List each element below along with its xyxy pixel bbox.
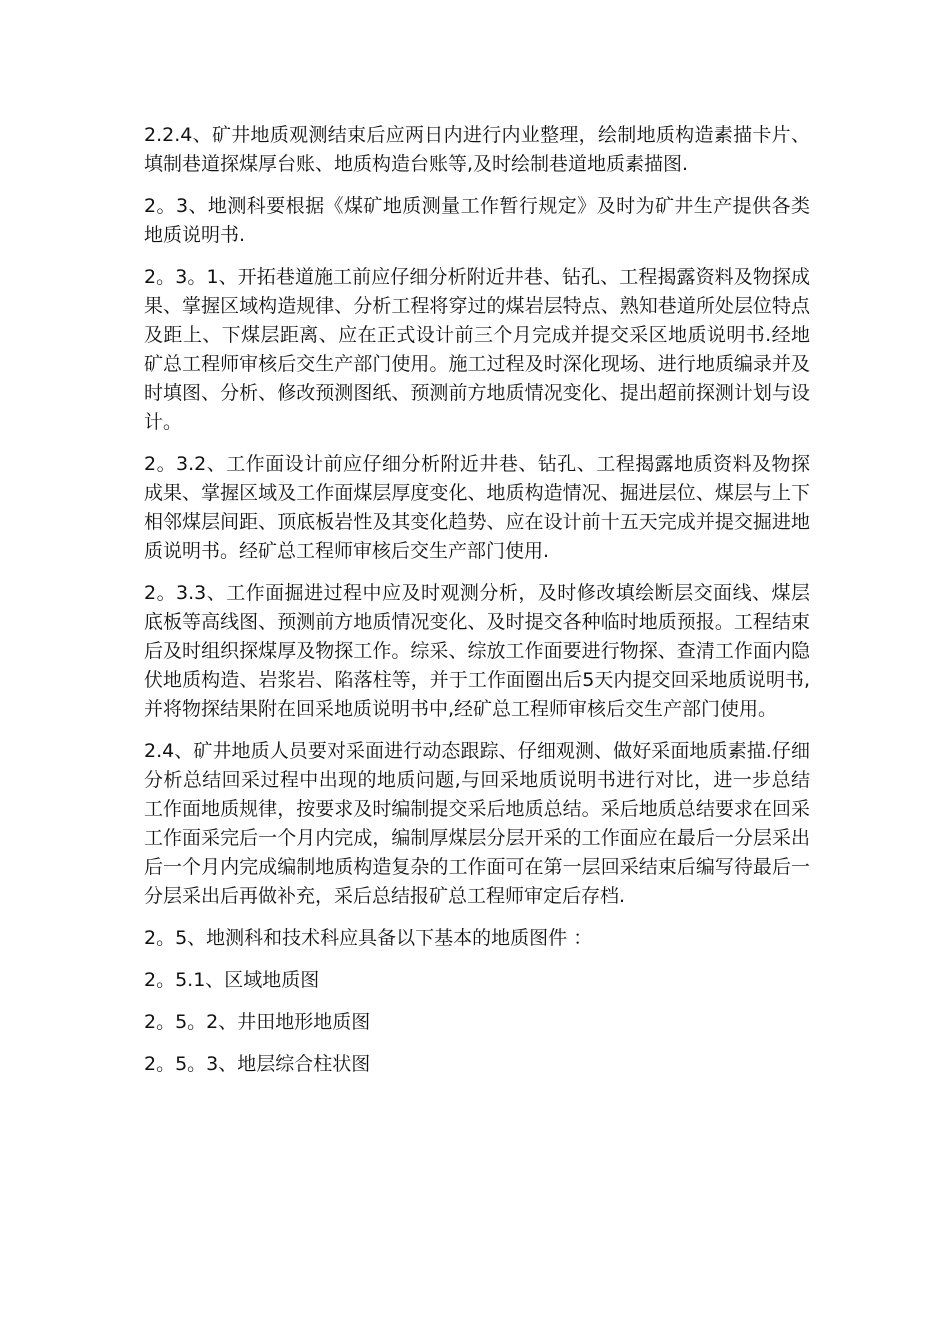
- paragraph-2-2-4: 2.2.4、矿井地质观测结束后应两日内进行内业整理，绘制地质构造素描卡片、填制巷道探煤厚台账、地质构造台账等,及时绘制巷道地质素描图.: [144, 124, 810, 175]
- paragraph-2-3-2: 2。3.2、工作面设计前应仔细分析附近井巷、钻孔、工程揭露地质资料及物探成果、掌握区域及工作面煤层厚度变化、地质构造情况、掘进层位、煤层与上下相邻煤层间距、顶底板岩性及其变化趋势、应在设计前十五天完成并提交掘进地质说明书。经矿总工程师审核后交生产部门使用.: [144, 453, 810, 562]
- paragraph-2-4: 2.4、矿井地质人员要对采面进行动态跟踪、仔细观测、做好采面地质素描.仔细分析总结回采过程中出现的地质问题,与回采地质说明书进行对比，进一步总结工作面地质规律，按要求及时编制提交采后地质总结。采后地质总结要求在回采工作面采完后一个月内完成，编制厚煤层分层开采的工作面应在最后一分层采出后一个月内完成编制地质构造复杂的工作面可在第一层回采结束后编写待最后一分层采出后再做补充，采后总结报矿总工程师审定后存档.: [144, 740, 810, 907]
- document-body: [144, 121, 810, 1092]
- paragraph-2-5-1: 2。5.1、区域地质图: [144, 969, 320, 991]
- paragraph-2-3-3: 2。3.3、工作面掘进过程中应及时观测分析，及时修改填绘断层交面线、煤层底板等高线图、预测前方地质情况变化、及时提交各种临时地质预报。工程结束后及时组织探煤厚及物探工作。综采、综放工作面要进行物探、查清工作面内隐伏地质构造、岩浆岩、陷落柱等，并于工作面圈出后5天内提交回采地质说明书,并将物探结果附在回采地质说明书中,经矿总工程师审核后交生产部门使用。: [144, 582, 810, 720]
- paragraph-2-5-3: 2。5。3、地层综合柱状图: [144, 1053, 371, 1075]
- paragraph-2-5-2: 2。5。2、井田地形地质图: [144, 1011, 371, 1033]
- paragraph-2-5: 2。5、地测科和技术科应具备以下基本的地质图件 ：: [144, 927, 593, 949]
- paragraph-2-3: 2。3、地测科要根据《煤矿地质测量工作暂行规定》及时为矿井生产提供各类地质说明书.: [144, 195, 810, 246]
- paragraph-2-3-1: 2。3。1、开拓巷道施工前应仔细分析附近井巷、钻孔、工程揭露资料及物探成果、掌握区域构造规律、分析工程将穿过的煤岩层特点、熟知巷道所处层位特点及距上、下煤层距离、应在正式设计前三个月完成并提交采区地质说明书.经地矿总工程师审核后交生产部门使用。施工过程及时深化现场、进行地质编录并及时填图、分析、修改预测图纸、预测前方地质情况变化、提出超前探测计划与设计。: [144, 266, 810, 433]
